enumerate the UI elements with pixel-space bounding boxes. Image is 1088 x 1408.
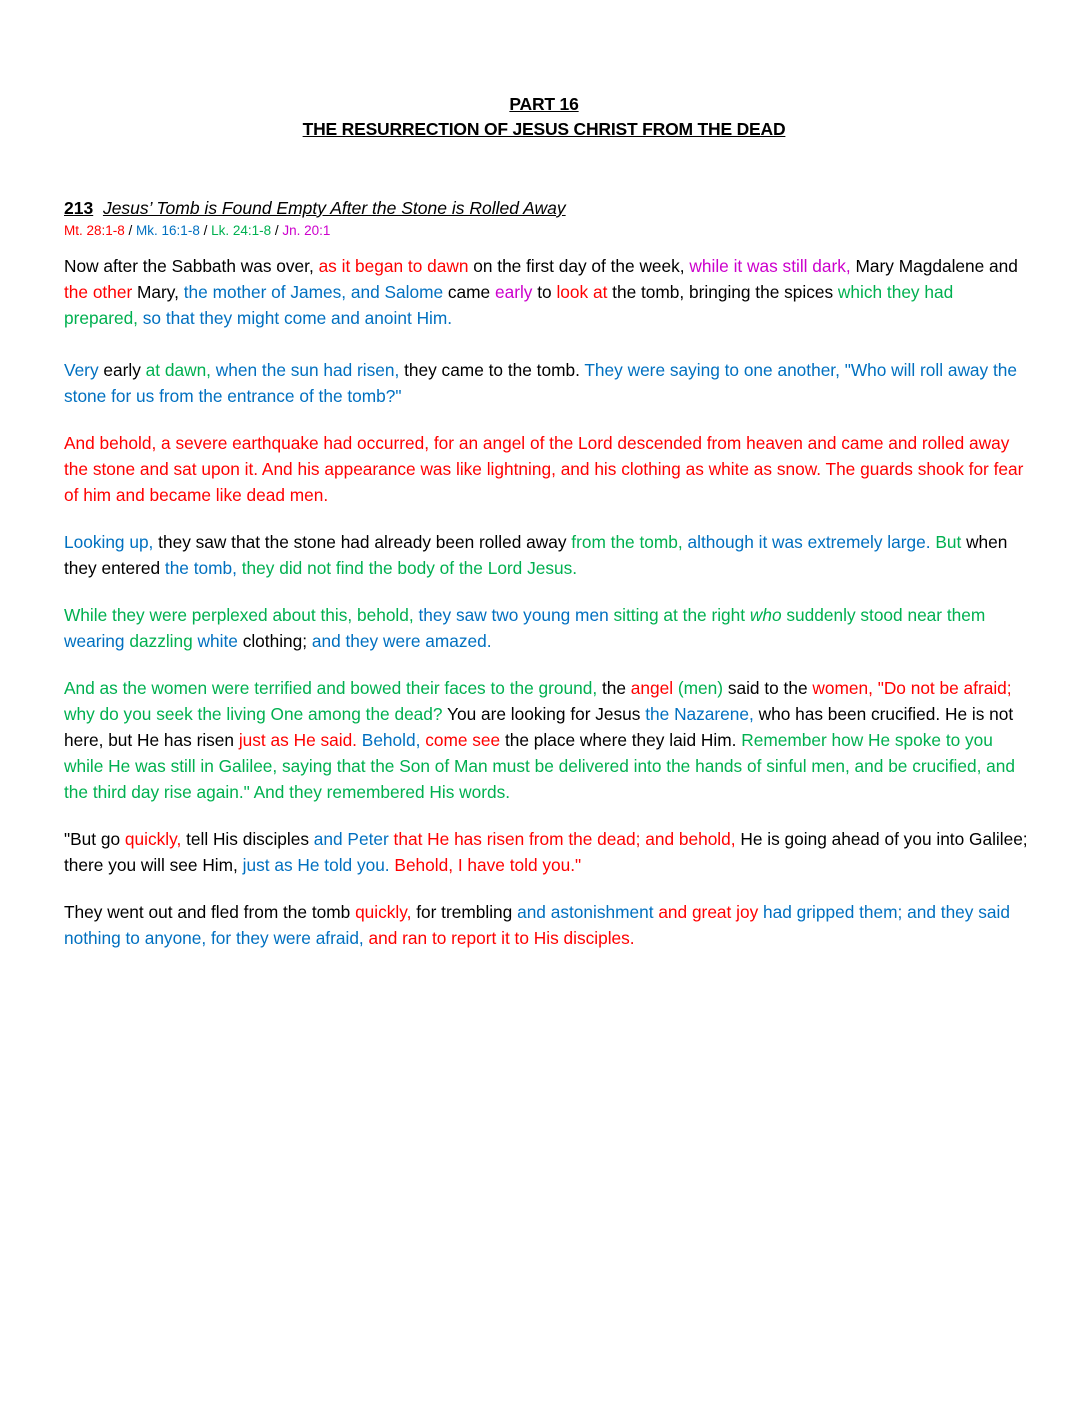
text-segment: Looking up, (64, 532, 159, 552)
text-segment: Behold, (361, 730, 426, 750)
text-segment: quickly, (124, 829, 187, 849)
section-title: Jesus’ Tomb is Found Empty After the Stone is Rolled Away (102, 198, 566, 218)
text-segment: the other (64, 282, 138, 302)
title-block (0, 92, 1088, 142)
paragraph (64, 430, 1029, 508)
text-segment: the tomb, bringing the spices (612, 282, 838, 302)
text-segment: who (749, 605, 787, 625)
text-segment: come see (425, 730, 505, 750)
text-segment: although it was extremely large. (687, 532, 936, 552)
ref-separator: / (271, 223, 283, 238)
ref-separator: / (199, 223, 212, 238)
text-segment: when they entered (64, 532, 1008, 578)
ref-matthew: Mt. 28:1-8 (64, 223, 125, 238)
ref-mark: Mk. 16:1-8 (136, 223, 200, 238)
text-segment: But (935, 532, 967, 552)
text-segment: as it began to dawn (318, 256, 474, 276)
ref-separator: / (124, 223, 137, 238)
text-segment: why do you seek the living One among the dead? (64, 704, 448, 724)
text-segment: who has been crucified. He is not here, but He has risen (64, 704, 1014, 750)
paragraph (64, 253, 1029, 331)
text-segment: they saw two young men (418, 605, 614, 625)
text-segment: from the tomb, (571, 532, 688, 552)
paragraph (64, 357, 1029, 409)
text-segment: look at (556, 282, 613, 302)
section-heading (64, 196, 566, 220)
text-segment: said to the (727, 678, 813, 698)
text-segment: They were saying to one another, "Who will roll away the stone for us from the entrance of the tomb?" (64, 360, 1017, 406)
text-segment: had gripped them; and they said nothing to anyone, for they were afraid, (64, 902, 1010, 948)
ref-luke: Lk. 24:1-8 (211, 223, 272, 238)
text-segment: dazzling (129, 631, 198, 651)
text-segment: at dawn, (145, 360, 216, 380)
text-segment: suddenly stood near them (786, 605, 986, 625)
text-segment: on the first day of the week, (473, 256, 690, 276)
text-segment: while it was still dark, (689, 256, 856, 276)
text-segment: the (601, 678, 631, 698)
text-segment: Remember how He spoke to you while He was still in Galilee, saying that the Son of Man must be delivered into the hands of sinful men, and be crucified, and the third day rise again." And they remembered His words. (64, 730, 1016, 802)
text-segment: and astonishment (517, 902, 659, 922)
text-segment: which they had prepared, (64, 282, 954, 328)
text-segment: came (447, 282, 495, 302)
text-segment: they did not find the body of the Lord Jesus. (241, 558, 578, 578)
text-segment: the place where they laid Him. (504, 730, 742, 750)
text-segment: Behold, I have told you." (394, 855, 582, 875)
text-segment: that He has risen from the dead; and behold, (393, 829, 741, 849)
text-segment: Very (64, 360, 104, 380)
text-segment: early (494, 282, 538, 302)
text-segment: Now after the Sabbath was over, (64, 256, 319, 276)
text-segment: when the sun had risen, (215, 360, 405, 380)
text-segment: clothing; (242, 631, 312, 651)
text-segment: early (103, 360, 146, 380)
paragraph (64, 826, 1029, 878)
text-segment: "But go (64, 829, 125, 849)
part-heading: PART 16 (509, 94, 579, 114)
text-segment: And behold, a severe earthquake had occurred, for an angel of the Lord descended from heaven and came and rolled away the stone and sat upon it. And his appearance was like lightning, and his clothing as white as snow. The guards shook for fear of him and became like dead men. (64, 433, 1024, 505)
text-segment: tell His disciples (186, 829, 314, 849)
text-segment: Mary Magdalene and (855, 256, 1018, 276)
text-segment: and great joy (658, 902, 764, 922)
text-segment: and they were amazed. (311, 631, 492, 651)
text-segment: You are looking for Jesus (447, 704, 646, 724)
body-text (64, 253, 1029, 972)
paragraph (64, 602, 1029, 654)
paragraph (64, 529, 1029, 581)
text-segment: just as He said. (238, 730, 362, 750)
section-number: 213 (64, 198, 94, 218)
text-segment: (men) (677, 678, 728, 698)
text-segment: the tomb, (164, 558, 242, 578)
part-title: THE RESURRECTION OF JESUS CHRIST FROM THE DEAD (302, 119, 786, 139)
scripture-references (64, 222, 330, 240)
text-segment: they saw that the stone had already been rolled away (158, 532, 572, 552)
text-segment: the mother of James, and Salome (183, 282, 448, 302)
paragraph (64, 899, 1029, 951)
ref-john: Jn. 20:1 (282, 223, 331, 238)
text-segment: He is going ahead of you into Galilee; there you will see Him, (64, 829, 1028, 875)
text-segment: sitting at the right (613, 605, 750, 625)
text-segment: white (197, 631, 243, 651)
text-segment: the Nazarene, (645, 704, 759, 724)
text-segment: And as the women were terrified and bowed their faces to the ground, (64, 678, 602, 698)
text-segment: to (537, 282, 557, 302)
text-segment: Mary, (137, 282, 184, 302)
text-segment: they came to the tomb. (404, 360, 585, 380)
paragraph (64, 675, 1029, 805)
text-segment: so that they might come and anoint Him. (142, 308, 453, 328)
text-segment: and ran to report it to His disciples. (368, 928, 635, 948)
text-segment: and Peter (313, 829, 394, 849)
text-segment: quickly, (355, 902, 417, 922)
text-segment: wearing (64, 631, 130, 651)
text-segment: for trembling (416, 902, 518, 922)
text-segment: just as He told you. (242, 855, 395, 875)
text-segment: "Do not be afraid; (877, 678, 1012, 698)
text-segment: While they were perplexed about this, behold, (64, 605, 419, 625)
text-segment: women, (812, 678, 878, 698)
text-segment: angel (630, 678, 678, 698)
text-segment: They went out and fled from the tomb (64, 902, 356, 922)
